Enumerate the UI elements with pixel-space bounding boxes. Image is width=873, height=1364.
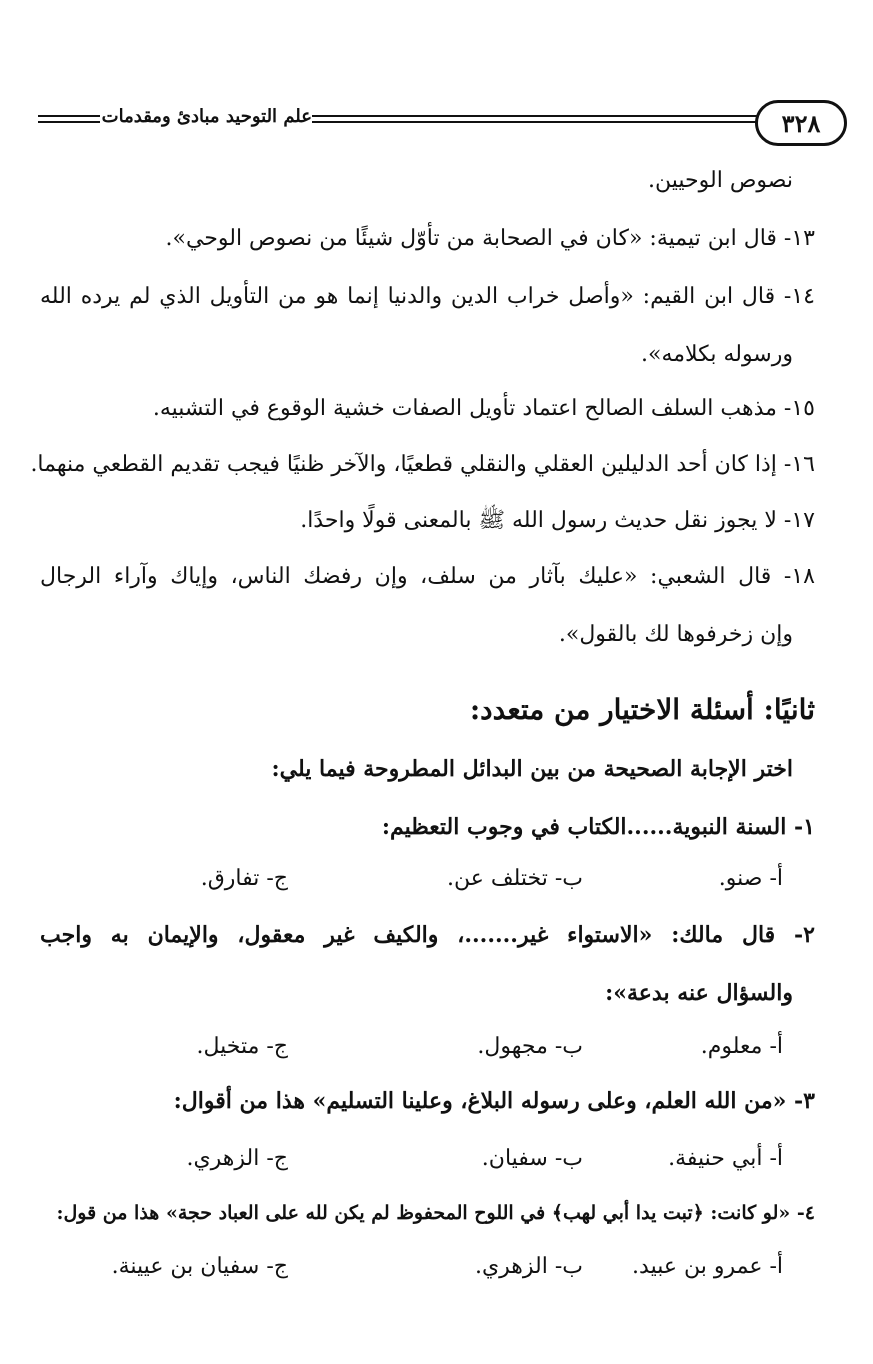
question-options — [0, 862, 873, 896]
header-mark-top — [38, 115, 100, 117]
option-a: أ- معلوم. — [700, 1034, 783, 1059]
page-number-badge — [755, 100, 847, 146]
question-text: ٤- «لو كانت: ﴿تبت يدا أبي لهب﴾ في اللوح المحفوظ لم يكن لله على العباد حجة» هذا من قول: — [56, 1202, 815, 1224]
text-line: ١٨- قال الشعبي: «عليك بآثار من سلف، وإن رفضك الناس، وإياك وآراء الرجال — [40, 564, 815, 589]
option-b: ب- سفيان. — [481, 1146, 583, 1171]
question-options — [0, 1142, 873, 1176]
option-a: أ- عمرو بن عبيد. — [632, 1254, 783, 1279]
header-rule-bottom — [312, 121, 758, 123]
section-instruction: اختر الإجابة الصحيحة من بين البدائل المطروحة فيما يلي: — [271, 756, 793, 782]
running-header-title: علم التوحيد مبادئ ومقدمات — [101, 106, 312, 127]
text-line: نصوص الوحيين. — [648, 168, 793, 193]
option-c: ج- سفيان بن عيينة. — [111, 1254, 288, 1279]
text-line: ١٥- مذهب السلف الصالح اعتماد تأويل الصفات خشية الوقوع في التشبيه. — [152, 396, 815, 421]
text-line: ورسوله بكلامه». — [641, 342, 793, 367]
text-line: ١٦- إذا كان أحد الدليلين العقلي والنقلي قطعيًا، والآخر ظنيًا فيجب تقديم القطعي منهما. — [30, 452, 815, 477]
question-text: ١- السنة النبوية......الكتاب في وجوب التعظيم: — [381, 814, 815, 840]
text-line: ١٧- لا يجوز نقل حديث رسول الله ﷺ بالمعنى قولًا واحدًا. — [300, 508, 815, 533]
option-a: أ- أبي حنيفة. — [668, 1146, 783, 1171]
question-options — [0, 1030, 873, 1064]
section-heading: ثانيًا: أسئلة الاختيار من متعدد: — [469, 693, 815, 726]
text-line: ١٤- قال ابن القيم: «وأصل خراب الدين والدنيا إنما هو من التأويل الذي لم يرده الله — [40, 284, 815, 309]
question-text: ٣- «من الله العلم، وعلى رسوله البلاغ، وعلينا التسليم» هذا من أقوال: — [173, 1088, 815, 1114]
question-options — [0, 1250, 873, 1284]
text-line: ١٣- قال ابن تيمية: «كان في الصحابة من تأوّل شيئًا من نصوص الوحي». — [165, 226, 815, 251]
text-line: وإن زخرفوها لك بالقول». — [558, 622, 793, 647]
option-b: ب- الزهري. — [474, 1254, 583, 1279]
option-c: ج- الزهري. — [186, 1146, 288, 1171]
option-a: أ- صنو. — [718, 866, 783, 891]
question-text-continued: والسؤال عنه بدعة»: — [605, 980, 793, 1006]
header-mark-bottom — [38, 121, 100, 123]
question-text: ٢- قال مالك: «الاستواء غير.......، والكيف غير معقول، والإيمان به واجب — [40, 922, 815, 948]
option-c: ج- تفارق. — [200, 866, 288, 891]
page-number: ٣٢٨ — [781, 108, 821, 138]
option-b: ب- مجهول. — [477, 1034, 583, 1059]
option-b: ب- تختلف عن. — [446, 866, 583, 891]
option-c: ج- متخيل. — [196, 1034, 288, 1059]
header-rule-top — [312, 115, 758, 117]
